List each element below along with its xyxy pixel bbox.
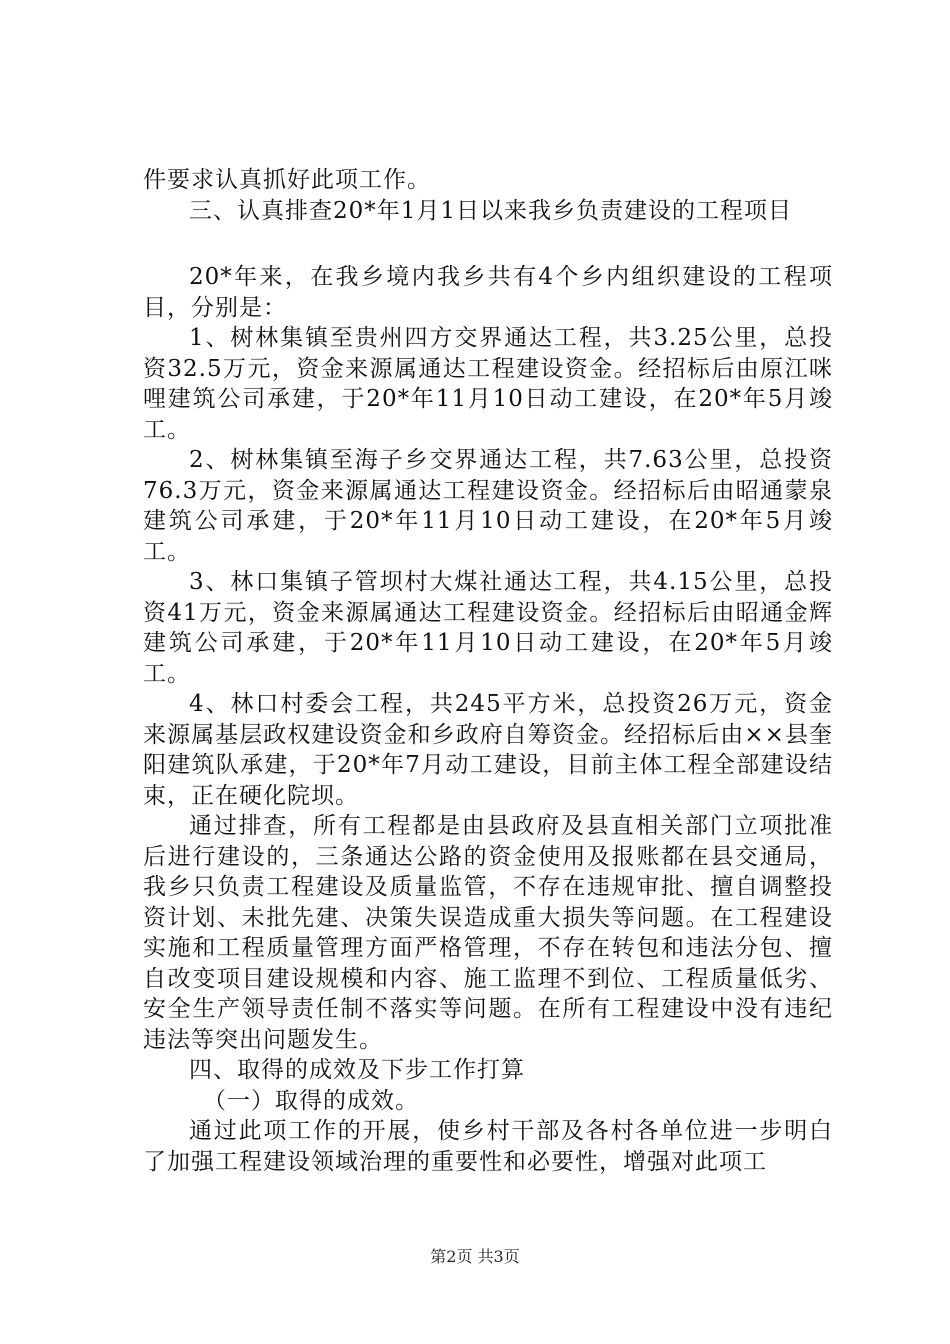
subsection-heading-1: （一）取得的成效。 [203, 1087, 419, 1114]
section-heading-4: 四、取得的成效及下步工作打算 [189, 1057, 525, 1083]
project-item-2: 2、树林集镇至海子乡交界通达工程，共7.63公里，总投资76.3万元，资金来源属通达工程建设资金。经招标后由昭通蒙泉建筑公司承建，于20*年11月10日动工建设，在20*年5月竣工。 [143, 447, 833, 565]
paragraph-summary: 通过排查，所有工程都是由县政府及县直相关部门立项批准后进行建设的，三条通达公路的资金使用及报账都在县交通局，我乡只负责工程建设及质量监管，不存在违规审批、擅自调整投资计划、未批先建、决策失误造成重大损失等问题。在工程建设实施和工程质量管理方面严格管理，不存在转包和违法分包、擅自改变项目建设规模和内容、施工监理不到位、工程质量低劣、安全生产领导责任制不落实等问题。在所有工程建设中没有违纪违法等突出问题发生。 [143, 813, 833, 1053]
document-body [143, 165, 833, 1177]
paragraph-intro: 20*年来，在我乡境内我乡共有4个乡内组织建设的工程项目，分别是： [143, 264, 833, 321]
section-heading-3: 三、认真排查20*年1月1日以来我乡负责建设的工程项目 [189, 197, 793, 224]
page-footer: 第2页 共3页 [430, 1247, 520, 1266]
paragraph-continuation: 件要求认真抓好此项工作。 [143, 167, 431, 193]
project-item-1: 1、树林集镇至贵州四方交界通达工程，共3.25公里，总投资32.5万元，资金来源属通达工程建设资金。经招标后由原江咪哩建筑公司承建，于20*年11月10日动工建设，在20*年5月竣工。 [143, 325, 833, 443]
project-item-3: 3、林口集镇子管坝村大煤社通达工程，共4.15公里，总投资41万元，资金来源属通达工程建设资金。经招标后由昭通金辉建筑公司承建，于20*年11月10日动工建设，在20*年5月竣工。 [143, 569, 833, 687]
project-item-4: 4、林口村委会工程，共245平方米，总投资26万元，资金来源属基层政权建设资金和乡政府自筹资金。经招标后由××县奎阳建筑队承建，于20*年7月动工建设，目前主体工程全部建设结束，正在硬化院坝。 [143, 691, 833, 809]
paragraph-gap [143, 226, 833, 262]
paragraph-results: 通过此项工作的开展，使乡村干部及各村各单位进一步明白了加强工程建设领域治理的重要性和必要性，增强对此项工 [143, 1118, 833, 1175]
